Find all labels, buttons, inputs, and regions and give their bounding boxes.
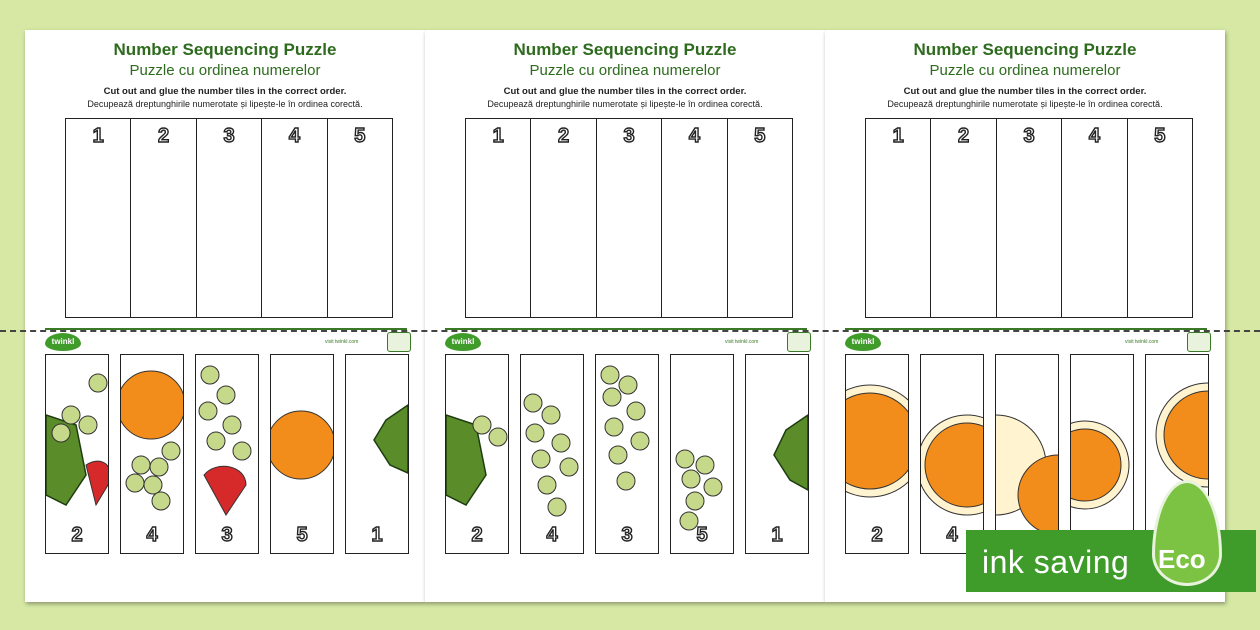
number-box	[662, 119, 727, 317]
box-number: 1	[892, 125, 904, 147]
twinkl-logo: twinkl	[845, 333, 881, 351]
number-box	[997, 119, 1062, 317]
twinkl-logo: twinkl	[45, 333, 81, 351]
box-number: 2	[958, 125, 970, 147]
tile-number: 2	[71, 524, 83, 546]
puzzle-tile[interactable]	[520, 354, 584, 554]
instruction-ro: Decupează dreptunghirile numerotate și lipește-le în ordinea corectă.	[87, 99, 363, 109]
visit-link: visit twinkl.com	[1125, 339, 1159, 345]
badge-icon	[1187, 332, 1211, 352]
tile-number: 1	[371, 524, 383, 546]
tile-number: 4	[946, 524, 958, 546]
box-number: 3	[1023, 125, 1035, 147]
badge-icon	[787, 332, 811, 352]
page-subtitle: Puzzle cu ordinea numerelor	[929, 62, 1121, 79]
puzzle-tile[interactable]	[345, 354, 409, 554]
number-boxes	[465, 118, 793, 318]
box-number: 3	[223, 125, 235, 147]
box-number: 1	[492, 125, 504, 147]
tile-number: 3	[221, 524, 233, 546]
puzzle-tile[interactable]	[45, 354, 109, 554]
orange-slice-icon	[996, 355, 1058, 553]
number-box	[131, 119, 196, 317]
box-number: 5	[754, 125, 766, 147]
puzzle-tile[interactable]	[195, 354, 259, 554]
visit-link: visit twinkl.com	[325, 339, 359, 345]
puzzle-tile[interactable]	[445, 354, 509, 554]
box-number: 3	[623, 125, 635, 147]
instruction-en: Cut out and glue the number tiles in the correct order.	[503, 86, 747, 97]
visit-link: visit twinkl.com	[725, 339, 759, 345]
cut-line	[0, 330, 1260, 332]
tile-number: 2	[871, 524, 883, 546]
twinkl-logo: twinkl	[445, 333, 481, 351]
puzzle-tile[interactable]	[270, 354, 334, 554]
ink-saving-label: ink saving	[982, 544, 1130, 580]
tile-number: 2	[471, 524, 483, 546]
number-box	[728, 119, 792, 317]
puzzle-tile[interactable]	[920, 354, 984, 554]
instruction-en: Cut out and glue the number tiles in the correct order.	[903, 86, 1147, 97]
number-box	[531, 119, 596, 317]
number-box	[1062, 119, 1127, 317]
number-box	[597, 119, 662, 317]
tile-number: 4	[146, 524, 158, 546]
box-number: 2	[558, 125, 570, 147]
puzzle-tile[interactable]	[995, 354, 1059, 554]
orange-slice-icon	[1071, 355, 1133, 553]
page-title: Number Sequencing Puzzle	[913, 40, 1137, 59]
box-number: 4	[688, 125, 700, 147]
box-number: 1	[92, 125, 104, 147]
number-box	[328, 119, 392, 317]
tile-number: 3	[621, 524, 633, 546]
puzzle-tile[interactable]	[1070, 354, 1134, 554]
number-box	[262, 119, 327, 317]
box-number: 2	[158, 125, 170, 147]
box-number: 4	[288, 125, 300, 147]
number-boxes	[65, 118, 393, 318]
puzzle-tile[interactable]	[745, 354, 809, 554]
number-box	[66, 119, 131, 317]
eco-badge: Eco	[1158, 544, 1206, 574]
page-subtitle: Puzzle cu ordinea numerelor	[129, 62, 321, 79]
page-title: Number Sequencing Puzzle	[113, 40, 337, 59]
instruction-ro: Decupează dreptunghirile numerotate și lipește-le în ordinea corectă.	[887, 99, 1163, 109]
tile-number: 4	[546, 524, 558, 546]
instruction-en: Cut out and glue the number tiles in the correct order.	[103, 86, 347, 97]
number-box	[466, 119, 531, 317]
puzzle-tile[interactable]	[595, 354, 659, 554]
number-box	[1128, 119, 1192, 317]
page-title: Number Sequencing Puzzle	[513, 40, 737, 59]
number-box	[197, 119, 262, 317]
page-subtitle: Puzzle cu ordinea numerelor	[529, 62, 721, 79]
puzzle-tile[interactable]	[120, 354, 184, 554]
box-number: 5	[354, 125, 366, 147]
number-box	[931, 119, 996, 317]
puzzle-tile[interactable]	[845, 354, 909, 554]
tile-number: 5	[696, 524, 708, 546]
box-number: 4	[1088, 125, 1100, 147]
puzzle-tile[interactable]	[670, 354, 734, 554]
box-number: 5	[1154, 125, 1166, 147]
instruction-ro: Decupează dreptunghirile numerotate și lipește-le în ordinea corectă.	[487, 99, 763, 109]
number-box	[866, 119, 931, 317]
badge-icon	[387, 332, 411, 352]
number-boxes	[865, 118, 1193, 318]
tile-number: 1	[771, 524, 783, 546]
tile-number: 5	[296, 524, 308, 546]
eco-banner	[966, 530, 1256, 592]
